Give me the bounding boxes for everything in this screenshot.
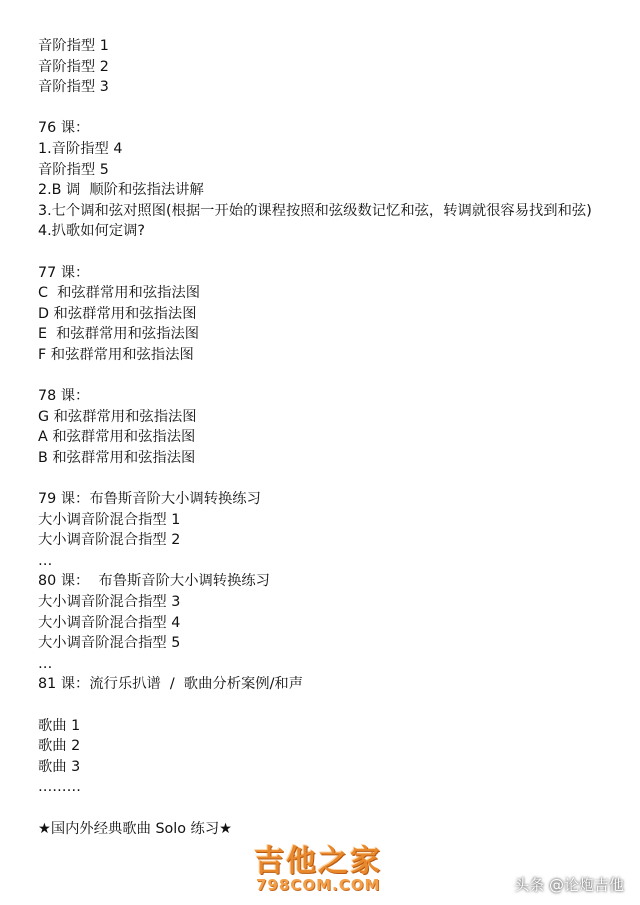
text-line: B 和弦群常用和弦指法图: [38, 449, 196, 466]
text-line: 79 课：布鲁斯音阶大小调转换练习: [38, 491, 261, 508]
text-line: …: [38, 655, 53, 672]
text-line: 大小调音阶混合指型 1: [38, 511, 181, 528]
blank-line: [38, 468, 618, 489]
site-watermark-logo: [254, 836, 404, 900]
text-line: G 和弦群常用和弦指法图: [38, 408, 197, 425]
text-line: 大小调音阶混合指型 3: [38, 594, 181, 611]
text-line: 歌曲 3: [38, 758, 81, 775]
text-line: E 和弦群常用和弦指法图: [38, 326, 200, 343]
text-line: F 和弦群常用和弦指法图: [38, 346, 194, 363]
text-line: D 和弦群常用和弦指法图: [38, 305, 197, 322]
text-line: 音阶指型 5: [38, 161, 109, 178]
blank-line: [38, 366, 618, 387]
text-line: 81 课：流行乐扒谱 / 歌曲分析案例/和声: [38, 676, 304, 693]
author-watermark: 头条 @论炮吉他: [514, 876, 624, 894]
text-line: 78 课：: [38, 388, 90, 405]
text-line: 歌曲 2: [38, 738, 81, 755]
text-line: 音阶指型 3: [38, 79, 109, 96]
text-line: 音阶指型 2: [38, 58, 109, 75]
text-line: …: [38, 552, 53, 569]
text-line: 4.扒歌如何定调?: [38, 223, 146, 240]
text-line: 76 课：: [38, 120, 90, 137]
text-line: ………: [38, 779, 81, 796]
document-body: [38, 36, 618, 839]
watermark-title: 吉他之家: [254, 844, 382, 879]
text-line: 2.B 调 顺阶和弦指法讲解: [38, 182, 204, 199]
text-line: A 和弦群常用和弦指法图: [38, 429, 196, 446]
text-line: C 和弦群常用和弦指法图: [38, 285, 201, 302]
text-line: 1.音阶指型 4: [38, 140, 123, 157]
text-line: 大小调音阶混合指型 4: [38, 614, 181, 631]
text-line: 歌曲 1: [38, 717, 81, 734]
text-line: 3.七个调和弦对照图(根据一开始的课程按照和弦级数记忆和弦，转调就很容易找到和弦): [38, 202, 592, 219]
text-line: ★国内外经典歌曲 Solo 练习★: [38, 820, 232, 837]
text-line: 音阶指型 1: [38, 38, 109, 54]
text-line: 77 课：: [38, 264, 90, 281]
text-line: 80 课： 布鲁斯音阶大小调转换练习: [38, 573, 270, 590]
text-line: 大小调音阶混合指型 2: [38, 532, 181, 549]
watermark-url: 798COM.COM: [256, 876, 381, 894]
blank-line: [38, 98, 618, 119]
blank-line: [38, 242, 618, 263]
blank-line: [38, 695, 618, 716]
text-line: 大小调音阶混合指型 5: [38, 635, 181, 652]
blank-line: [38, 798, 618, 819]
